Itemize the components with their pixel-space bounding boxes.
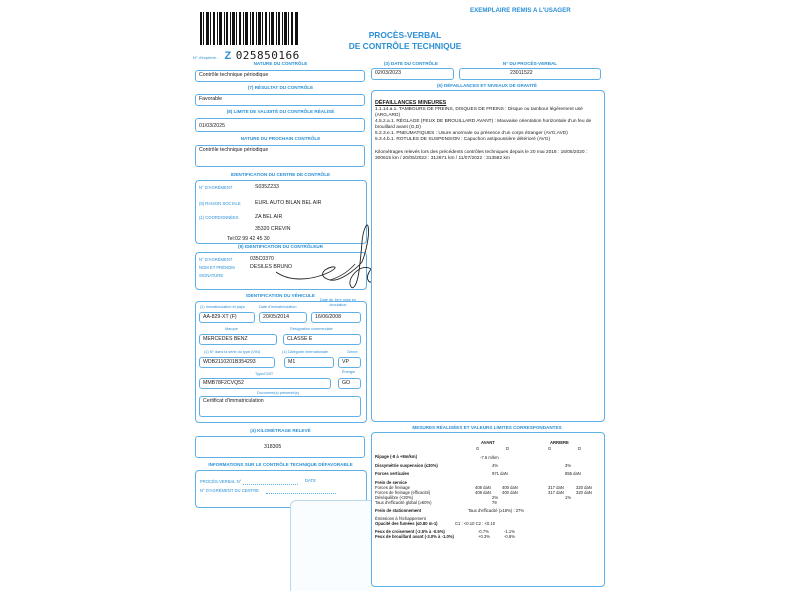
defaillances-title: DÉFAILLANCES MINEURES [375, 100, 447, 106]
centre-coord-label: (1) COORDONNÉES [199, 215, 239, 220]
defaillances-header: (6) DÉFAILLANCES ET NIVEAUX DE GRAVITÉ [437, 83, 537, 88]
forces-verticales-av: 971 daN [492, 471, 508, 476]
date-immat-field [259, 312, 307, 323]
immat-value: AA-829-XT (F) [203, 314, 237, 320]
prochain-header: NATURE DU PROCHAIN CONTRÔLE [240, 136, 321, 141]
arriere-d: D [578, 446, 582, 451]
avant-d: D [506, 446, 510, 451]
emissions-label: Émissions à l'échappement [375, 516, 426, 521]
taux-global-label: Taux d'efficacité global (≥50%) [375, 500, 432, 505]
date-immat-label: Date d'immatriculation [259, 305, 297, 309]
opacite-values: C1 : <0.10 C2 : <0.10 [455, 521, 496, 526]
genre-label: Genre [347, 350, 358, 354]
controleur-agrement-value: 035C0370 [250, 256, 274, 262]
kilometrage-header: (4) KILOMÉTRAGE RELEVÉ [250, 428, 311, 433]
kilometrage-field [195, 436, 365, 458]
controleur-nom-value: DESILES BRUNO [250, 264, 293, 270]
resultat-field [195, 94, 365, 106]
designation-field [283, 334, 361, 345]
type-field [199, 378, 331, 389]
defavorable-pv-label: PROCÈS-VERBAL N° [200, 479, 242, 484]
controleur-agrement-label: N° D'AGRÉMENT [199, 257, 233, 262]
type-value: MMB78F2CVQ52 [203, 380, 244, 386]
nature-controle-value: Contrôle technique périodique [199, 72, 269, 78]
genre-value: VP [342, 359, 349, 365]
designation-value: CLASSE E [287, 336, 313, 342]
forces-verticales-ar: 855 daN [565, 471, 581, 476]
ripage-value: -7.6 m/km [480, 455, 499, 460]
forces-verticales-label: Forces verticales [375, 471, 410, 476]
frein-service-label: Frein de service [375, 480, 407, 485]
avant-label: AVANT [481, 440, 495, 445]
marque-value: MERCEDES BENZ [203, 336, 248, 342]
forces-eff-av-d: 400 daN [502, 490, 518, 495]
serial-number: 025850166 [235, 49, 300, 62]
title-line2: DE CONTRÔLE TECHNIQUE [348, 41, 462, 52]
centre-agrement-value: S035Z233 [255, 184, 279, 190]
date-1ere-field [311, 312, 361, 323]
avant-g: G [476, 446, 480, 451]
feux-croisement-g: -0.7% [478, 529, 489, 534]
envelope-window [290, 500, 371, 591]
copy-label: EXEMPLAIRE REMIS A L'USAGER [470, 7, 571, 14]
prochain-field [195, 145, 365, 167]
centre-raison-label: (9) RAISON SOCIALE [199, 201, 241, 206]
controleur-nom-label: NOM ET PRÉNOM [199, 265, 235, 270]
opacite-label: Opacité des fumées (≤0.80 m-1) [375, 521, 438, 526]
centre-agrement-label: N° D'AGRÉMENT [199, 185, 233, 190]
taux-global-value: 79 [492, 500, 497, 505]
forces-freinage-label: Forces de freinage [375, 485, 410, 490]
vin-label: (1) N° dans la série du type (VIN) [204, 350, 260, 354]
forces-eff-ar-g: 317 daN [548, 490, 564, 495]
forces-eff-av-g: 408 daN [475, 490, 491, 495]
defaillances-content [375, 100, 597, 162]
defaillance-item-1: 1.1.14.a.1. TAMBOURS DE FREINS, DISQUES DE FREINS : Disque ou tambour légèrement usé (ARG,ARD) [375, 107, 583, 118]
validite-field [195, 118, 365, 132]
centre-address2: 35320 CREVIN [255, 226, 291, 232]
arriere-label: ARRIERE [550, 440, 569, 445]
centre-address1: ZA BEL AIR [255, 214, 283, 220]
date-1ere-value: 16/06/2008 [315, 314, 341, 320]
defaillance-item-3: 5.2.3.e.1. PNEUMATIQUES : Usure anormale ou présence d'un corps étranger (AVG,AVD) [375, 130, 568, 136]
categorie-label: (1) Catégorie internationale [282, 350, 329, 354]
defavorable-agrement-line [266, 493, 336, 494]
defavorable-pv-line [243, 484, 298, 485]
resultat-header: (7) RÉSULTAT DU CONTRÔLE [247, 85, 314, 90]
defaillance-item-2: 4.5.2.a.1. RÉGLAGE (FEUX DE BROUILLARD AVANT) : Mauvaise orientation horizontale d'un feu de brouillard avant (G,D) [375, 118, 592, 130]
defaillance-item-4: 5.3.4.b.1. ROTULES DE SUSPENSION : Capuchon antipoussière détérioré (AVG) [375, 136, 551, 142]
controleur-signature-label: SIGNATURE [199, 273, 224, 278]
serial-prefix: N° d'imprimé : [193, 55, 219, 60]
pv-numero-field [459, 68, 601, 80]
ripage-label: Ripage (-8 à +8m/km) [375, 454, 418, 459]
centre-phone: Tel:02 99 42 45 30 [227, 236, 270, 242]
validite-value: 01/03/2025 [199, 123, 225, 129]
documents-field [199, 396, 361, 417]
feux-croisement-d: -1.1% [504, 529, 515, 534]
defavorable-agrement-label: N° D'AGRÉMENT DU CENTRE [200, 488, 259, 493]
dissym-susp-av: 4% [492, 463, 499, 468]
km-history: Kilométrages relevés lors des précédents contrôles techniques depuis le 20 mai 2018 : 16/05/2020 : 300615 km / 20/05/2022 : 312671 km / 11/07/2022 : 313582 km [375, 149, 588, 161]
pv-numero-header: N° DU PROCÈS-VERBAL [502, 61, 558, 66]
dissym-susp-label: Dissymétrie suspension (≤30%) [375, 463, 438, 468]
type-label: Type/CNIT [255, 372, 274, 376]
forces-freinage-ar-d: 320 daN [576, 485, 592, 490]
feux-croisement-label: Feux de croisement (-2.5% à -0.5%) [375, 529, 445, 534]
energie-value: GO [342, 380, 351, 386]
date-immat-value: 20/05/2014 [263, 314, 289, 320]
desequilibre-av: 2% [492, 495, 499, 500]
energie-field [338, 378, 361, 389]
nature-controle-field [195, 70, 365, 82]
documents-label: Document(s) présenté(s) [257, 391, 299, 395]
forces-freinage-av-d: 400 daN [502, 485, 518, 490]
dissym-susp-ar: 3% [565, 463, 572, 468]
arriere-g: G [548, 446, 552, 451]
desequilibre-label: Déséquilibre (<30%) [375, 495, 414, 500]
date-controle-header: (3) DATE DU CONTRÔLE [383, 61, 439, 66]
centre-raison-value: EURL AUTO BILAN BEL AIR [255, 200, 322, 206]
prochain-value: Contrôle technique périodique [199, 147, 269, 153]
feux-brouillard-label: Feux de brouillard avant (-3.0% à -1.0%) [375, 534, 454, 539]
controleur-header: (9) IDENTIFICATION DU CONTRÔLEUR [238, 244, 323, 249]
feux-brouillard-g: +0.3% [478, 534, 490, 539]
genre-field [338, 357, 361, 368]
vin-value: WDB2110201B354293 [203, 359, 256, 365]
kilometrage-value: 318305 [264, 444, 282, 450]
feux-brouillard-d: -0.8% [504, 534, 515, 539]
categorie-value: M1 [288, 359, 296, 365]
energie-label: Énergie [342, 370, 356, 374]
defavorable-date-label: DATE [305, 478, 316, 483]
date-controle-field [371, 68, 454, 80]
forces-freinage-av-g: 408 daN [475, 485, 491, 490]
immat-label: (1) Immatriculation et pays [200, 305, 245, 309]
categorie-field [284, 357, 334, 368]
vin-field [199, 357, 275, 368]
vehicule-header: IDENTIFICATION DU VÉHICULE [246, 293, 315, 298]
taux-stationnement: Taux d'efficacité (≥18%) : 27% [468, 508, 525, 513]
forces-eff-label: Forces de freinage (efficacité) [375, 490, 431, 495]
documents-value: Certificat d'immatriculation [203, 398, 264, 404]
forces-eff-ar-d: 320 daN [576, 490, 592, 495]
forces-freinage-ar-g: 317 daN [548, 485, 564, 490]
date-1ere-label: Date de 1ère mise en circulation [319, 298, 357, 307]
validite-header: (8) LIMITE DE VALIDITÉ DU CONTRÔLE RÉALISÉ [226, 109, 335, 114]
immat-field [199, 312, 255, 323]
nature-controle-header: NATURE DU CONTRÔLE [253, 61, 308, 66]
defavorable-header: INFORMATIONS SUR LE CONTRÔLE TECHNIQUE DÉFAVORABLE [208, 462, 353, 467]
resultat-value: Favorable [199, 96, 223, 102]
document-title [340, 30, 470, 53]
date-controle-value: 02/03/2023 [375, 70, 401, 76]
barcode [200, 12, 298, 45]
centre-header: IDENTIFICATION DU CENTRE DE CONTRÔLE [230, 172, 331, 177]
title-line1: PROCÈS-VERBAL [368, 30, 442, 40]
desequilibre-ar: 1% [565, 495, 572, 500]
marque-label: Marque [225, 327, 238, 331]
designation-label: Désignation commerciale [290, 327, 333, 331]
marque-field [199, 334, 277, 345]
serial-letter: Z [224, 50, 232, 62]
pv-numero-value: 23011522 [510, 70, 533, 76]
mesures-header: MESURES RÉALISÉES ET VALEURS LIMITES CORRESPONDANTES [412, 425, 562, 430]
frein-stationnement-label: Frein de stationnement [375, 508, 422, 513]
